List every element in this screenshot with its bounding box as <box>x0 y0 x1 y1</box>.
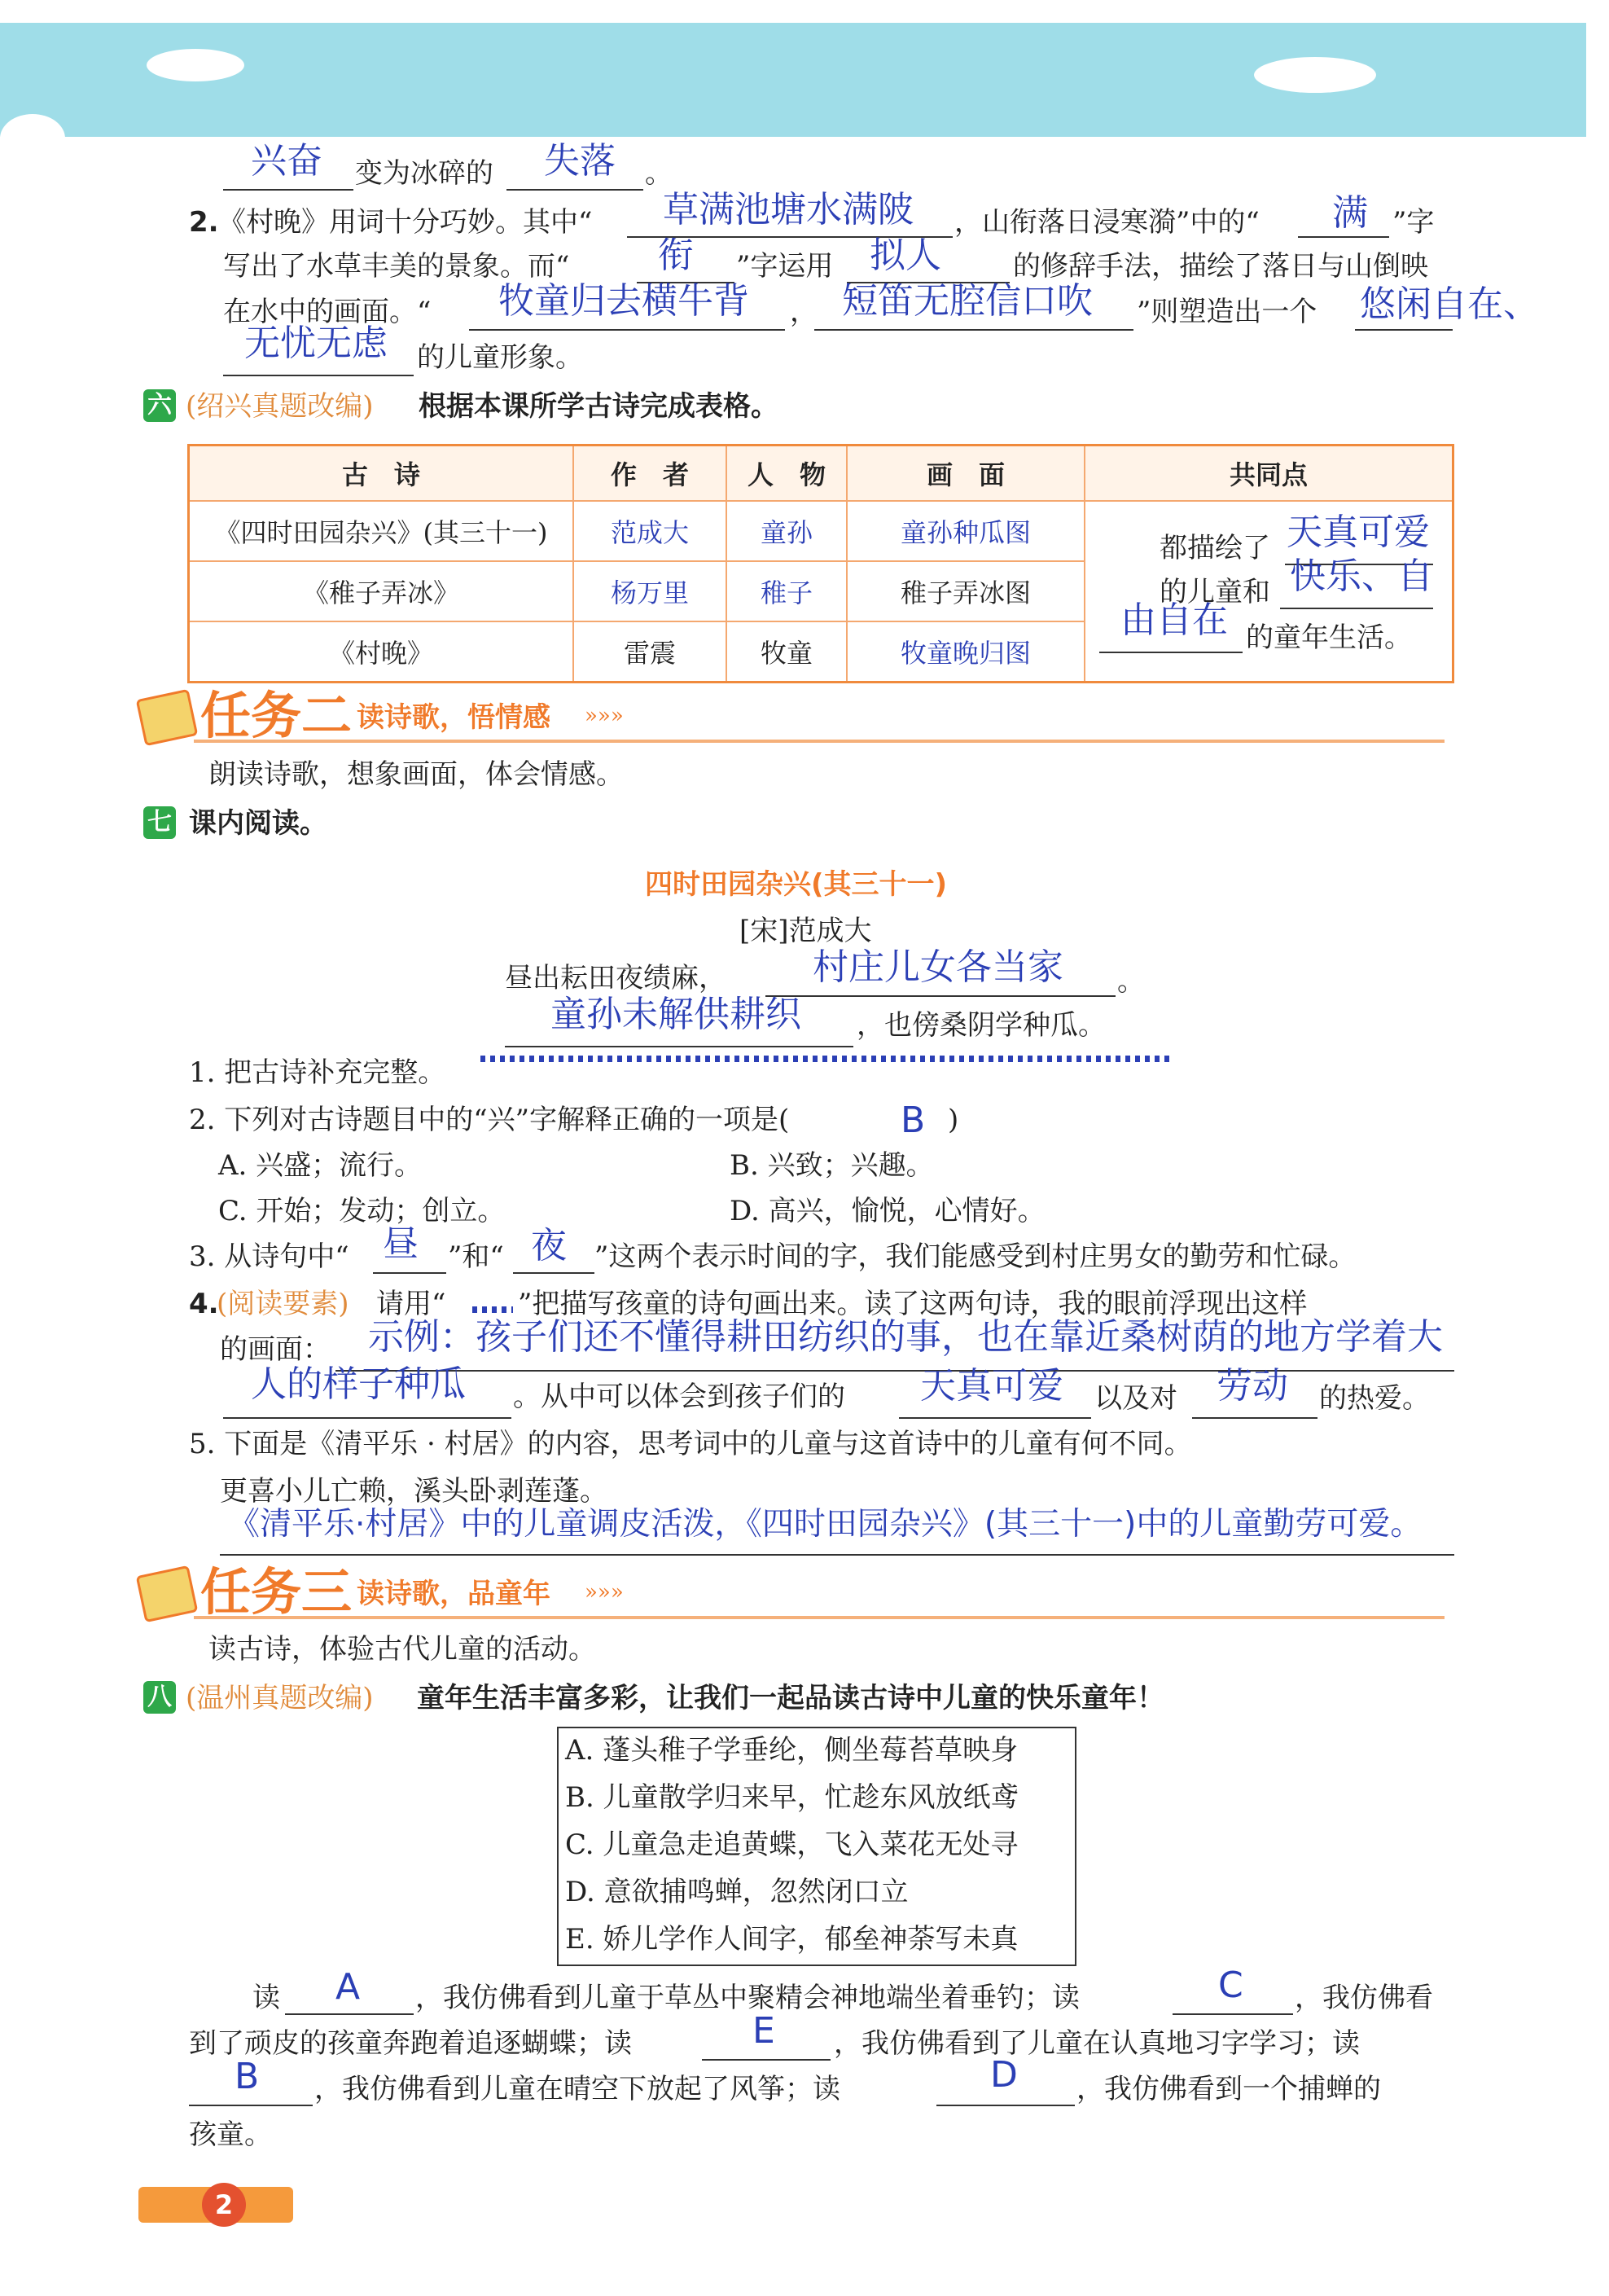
answer-10: 无忧无虑 <box>244 323 388 364</box>
answer-26: E <box>752 2010 775 2052</box>
answer-16: B <box>901 1100 926 1141</box>
blank-10[interactable] <box>223 375 414 376</box>
blank-13[interactable] <box>1099 652 1243 653</box>
blank-27[interactable] <box>189 2105 313 2106</box>
blank-26[interactable] <box>702 2059 831 2061</box>
answer-23: 《清平乐·村居》中的儿童调皮活泼，《四时田园杂兴》(其三十一)中的儿童勤劳可爱。 <box>228 1506 1423 1543</box>
task-title: 任务三 <box>200 1562 353 1622</box>
text: 孩童。 <box>189 2118 272 2151</box>
answer-12: 快乐、自 <box>1290 555 1433 597</box>
answer-14: 村庄儿女各当家 <box>813 946 1063 988</box>
notebook-icon <box>136 689 199 746</box>
answer-9: 悠闲自在、 <box>1360 283 1539 325</box>
blank-21[interactable] <box>899 1417 1091 1419</box>
answer-24: A <box>335 1966 361 2008</box>
blank-17[interactable] <box>373 1272 446 1274</box>
answer-25: C <box>1218 1965 1243 2006</box>
poem-author: [宋]范成大 <box>739 915 872 947</box>
text: 都描绘了 <box>1160 532 1270 564</box>
arrows-icon: »»» <box>585 1580 624 1605</box>
option: D. 高兴，愉悦，心情好。 <box>730 1195 1046 1227</box>
section-badge-7: 七 <box>143 806 176 839</box>
source-tag: (温州真题改编) <box>186 1682 374 1714</box>
blank-12[interactable] <box>1280 608 1433 609</box>
poem-cell: 《四时田园杂兴》(其三十一) <box>189 501 574 561</box>
answer-15: 童孙未解供耕织 <box>550 994 801 1035</box>
text: ”这两个表示时间的字，我们能感受到村庄男女的勤劳和忙碌。 <box>594 1240 1357 1273</box>
answer-6: 拟人 <box>870 235 941 276</box>
answer-8: 短笛无腔信口吹 <box>842 280 1093 322</box>
section-badge-6: 六 <box>143 389 176 422</box>
text: 的画面： <box>220 1333 331 1366</box>
poem-title: 四时田园杂兴(其三十一) <box>645 868 948 901</box>
blank-28[interactable] <box>936 2105 1075 2106</box>
text: ，我仿佛看到儿童于草丛中聚精会神地端坐着垂钓；读 <box>415 1982 1080 2014</box>
task-divider <box>194 740 1445 743</box>
poem-line: 。 <box>1117 965 1145 998</box>
blank-22[interactable] <box>1192 1417 1317 1419</box>
question-number: 4. <box>189 1288 219 1320</box>
text: 的儿童形象。 <box>417 341 583 374</box>
option: B. 儿童散学归来早，忙趁东风放纸鸢 <box>565 1781 1019 1814</box>
cloud-icon <box>1254 57 1376 93</box>
task-subtitle: 读诗歌，悟情感 <box>357 701 550 734</box>
blank-1[interactable] <box>223 189 353 191</box>
option: A. 蓬头稚子学垂纶，侧坐莓苔草映身 <box>565 1734 1019 1767</box>
source-tag: (绍兴真题改编) <box>186 390 374 423</box>
text: ，山衔落日浸寒漪”中的“ <box>954 206 1260 239</box>
text: 的儿童和 <box>1160 576 1270 608</box>
text: 到了顽皮的孩童奔跑着追逐蝴蝶；读 <box>189 2027 632 2060</box>
scene-cell: 牧童晚归图 <box>847 621 1085 683</box>
text: ，我仿佛看到一个捕蝉的 <box>1076 2073 1381 2105</box>
person-cell: 牧童 <box>726 621 847 683</box>
text: ，我仿佛看 <box>1295 1982 1433 2014</box>
answer-28: D <box>990 2054 1018 2096</box>
blank-24[interactable] <box>285 2013 414 2015</box>
text: ”把描写孩童的诗句画出来。读了这两句诗，我的眼前浮现出这样 <box>518 1288 1308 1320</box>
blank-8[interactable] <box>814 329 1133 331</box>
text: 《村晚》用词十分巧妙。其中“ <box>218 206 593 239</box>
wavy-sample <box>472 1306 513 1313</box>
task-subtitle: 读诗歌，品童年 <box>357 1578 550 1610</box>
answer-2: 失落 <box>544 140 616 182</box>
text: ，我仿佛看到了儿童在认真地习字学习；读 <box>834 2027 1360 2060</box>
element-tag: (阅读要素) <box>217 1288 349 1320</box>
text: 变为冰碎的 <box>355 157 493 190</box>
text: 。从中可以体会到孩子们的 <box>513 1381 845 1413</box>
text: ) <box>948 1104 959 1136</box>
option: E. 娇儿学作人间字，郁垒神荼写未真 <box>565 1923 1019 1956</box>
arrows-icon: »»» <box>585 704 624 728</box>
answer-11: 天真可爱 <box>1287 511 1430 553</box>
scene-cell: 童孙种瓜图 <box>847 501 1085 561</box>
table-header: 古 诗 <box>189 446 574 502</box>
scene-cell: 稚子弄冰图 <box>847 561 1085 621</box>
poem-line: ，也傍桑阴学种瓜。 <box>857 1009 1106 1042</box>
poem-line: 昼出耘田夜绩麻， <box>505 962 726 994</box>
option: A. 兴盛；流行。 <box>218 1149 423 1182</box>
poem-cell: 《村晚》 <box>189 621 574 683</box>
text: 读 <box>252 1982 280 2014</box>
blank-23[interactable] <box>220 1554 1454 1556</box>
section-badge-8: 八 <box>143 1681 176 1714</box>
section-instruction: 课内阅读。 <box>189 807 327 840</box>
text: ，我仿佛看到儿童在晴空下放起了风筝；读 <box>314 2073 840 2105</box>
answer-21: 天真可爱 <box>920 1365 1063 1407</box>
question: 2. 下列对古诗题目中的“兴”字解释正确的一项是( <box>189 1104 790 1136</box>
question: 5. 下面是《清平乐 · 村居》的内容，思考词中的儿童与这首诗中的儿童有何不同。 <box>189 1428 1192 1460</box>
blank-7[interactable] <box>469 329 785 331</box>
poem-cell: 《稚子弄冰》 <box>189 561 574 621</box>
cloud-icon <box>0 114 65 163</box>
text: 的热爱。 <box>1319 1382 1430 1415</box>
answer-3: 草满池塘水满陂 <box>663 189 914 230</box>
task-intro: 读古诗，体验古代儿童的活动。 <box>208 1633 596 1666</box>
answer-27: B <box>235 2056 260 2097</box>
answer-7: 牧童归去横牛背 <box>498 280 749 322</box>
blank-15[interactable] <box>505 1046 853 1047</box>
quote: 更喜小儿亡赖，溪头卧剥莲蓬。 <box>220 1475 607 1508</box>
page-number: 2 <box>202 2183 246 2227</box>
answer-20: 人的样子种瓜 <box>251 1363 466 1405</box>
wavy-underline <box>480 1056 1173 1062</box>
blank-9[interactable] <box>1355 329 1453 331</box>
text: ”则塑造出一个 <box>1137 296 1317 328</box>
section-instruction: 根据本课所学古诗完成表格。 <box>419 390 778 423</box>
blank-14[interactable] <box>765 995 1116 997</box>
option: D. 意欲捕鸣蝉，忽然闭口立 <box>565 1876 909 1908</box>
task-title: 任务二 <box>200 686 353 745</box>
answer-5: 衔 <box>658 235 694 276</box>
text: 以及对 <box>1094 1382 1177 1415</box>
author-cell: 雷震 <box>573 621 726 683</box>
text: 的童年生活。 <box>1246 621 1412 654</box>
author-cell: 杨万里 <box>573 561 726 621</box>
option: C. 开始；发动；创立。 <box>218 1195 506 1227</box>
answer-17: 昼 <box>383 1223 419 1265</box>
table-header: 画 面 <box>847 446 1085 502</box>
answer-22: 劳动 <box>1217 1365 1288 1407</box>
blank-20[interactable] <box>223 1417 511 1419</box>
blank-18[interactable] <box>513 1272 594 1274</box>
answer-18: 夜 <box>531 1225 567 1267</box>
task-divider <box>194 1616 1445 1619</box>
answer-13: 由自在 <box>1120 599 1228 641</box>
text: 请用“ <box>376 1288 446 1320</box>
blank-4[interactable] <box>1298 236 1389 238</box>
option: C. 儿童急走追黄蝶，飞入菜花无处寻 <box>565 1828 1019 1861</box>
answer-4: 满 <box>1332 192 1368 234</box>
cloud-icon <box>147 49 244 81</box>
text: ， <box>790 296 818 328</box>
question: 1. 把古诗补充完整。 <box>189 1056 446 1089</box>
text: ”和“ <box>448 1240 504 1273</box>
question-number: 2. <box>189 206 219 239</box>
text: 的修辞手法，描绘了落日与山倒映 <box>1013 250 1428 283</box>
notebook-icon <box>136 1565 199 1622</box>
text: ”字 <box>1392 206 1435 239</box>
table-header: 共同点 <box>1085 446 1453 502</box>
question: 3. 从诗句中“ <box>189 1240 349 1273</box>
section-instruction: 童年生活丰富多彩，让我们一起品读古诗中儿童的快乐童年！ <box>417 1682 1164 1714</box>
text: 。 <box>645 157 673 190</box>
text: 写出了水草丰美的景象。而“ <box>223 250 570 283</box>
table-header: 人 物 <box>726 446 847 502</box>
table-header: 作 者 <box>573 446 726 502</box>
person-cell: 童孙 <box>726 501 847 561</box>
author-cell: 范成大 <box>573 501 726 561</box>
answer-1: 兴奋 <box>251 140 322 182</box>
option: B. 兴致；兴趣。 <box>730 1149 934 1182</box>
answer-19: 示例：孩子们还不懂得耕田纺织的事，也在靠近桑树荫的地方学着大 <box>368 1316 1443 1358</box>
text: 在水中的画面。“ <box>223 296 432 328</box>
text: ”字运用 <box>736 250 834 283</box>
task-intro: 朗读诗歌，想象画面，体会情感。 <box>208 758 624 791</box>
blank-25[interactable] <box>1173 2013 1293 2015</box>
blank-2[interactable] <box>506 189 643 191</box>
person-cell: 稚子 <box>726 561 847 621</box>
